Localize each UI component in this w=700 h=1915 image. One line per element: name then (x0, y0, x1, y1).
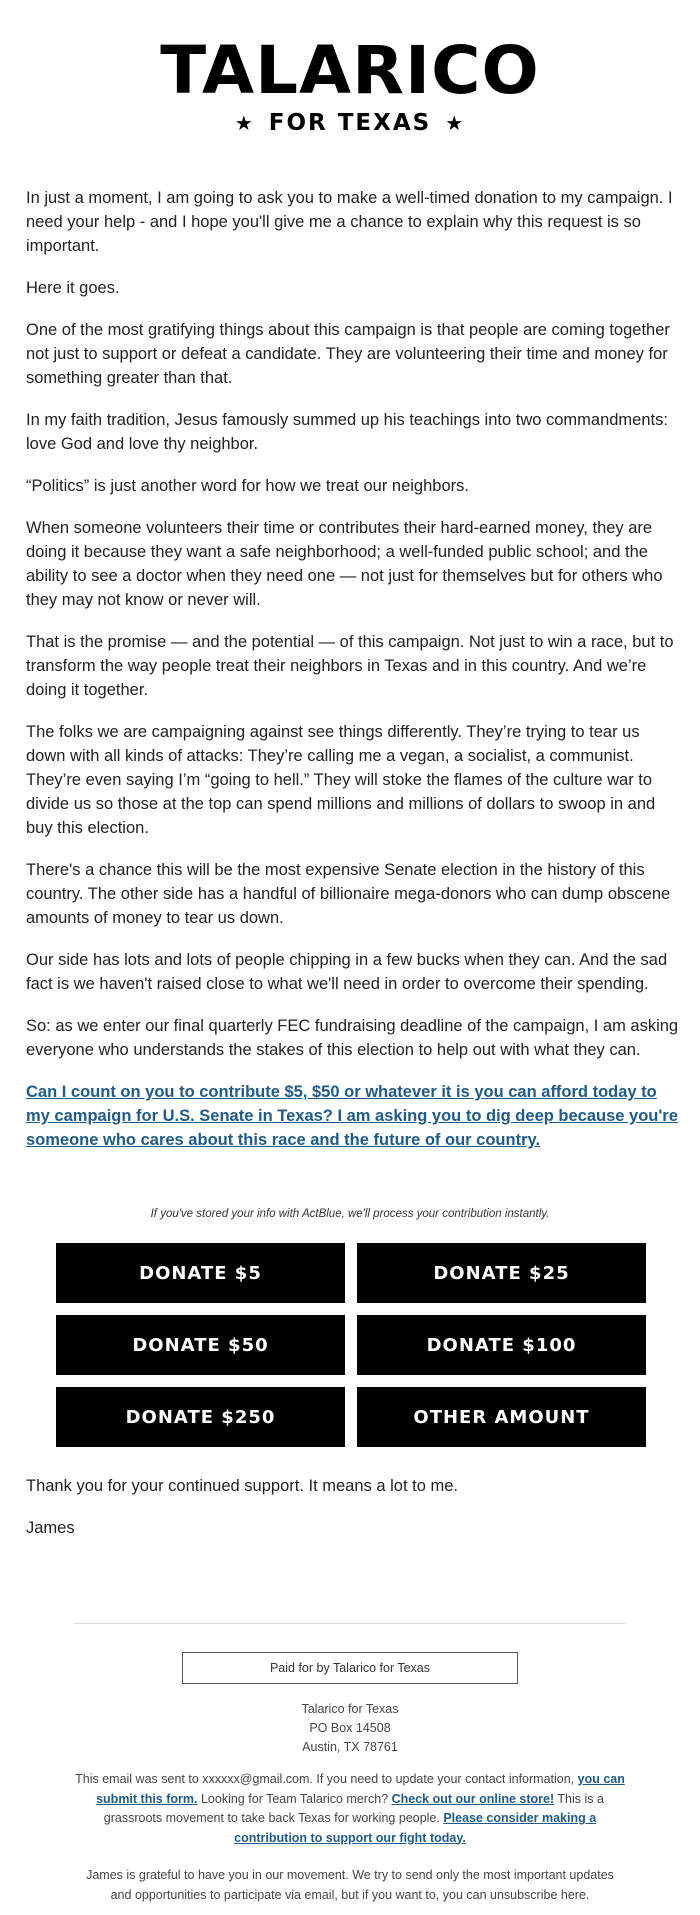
donation-ask-link[interactable]: Can I count on you to contribute $5, $50 or whatever it is you can afford today to my campaign for U.S. Senate in Texas? I am asking you to dig deep because you're someone who cares about this race and the future of our country. (26, 1083, 678, 1149)
star-icon: ★ (445, 111, 466, 135)
donate-button-grid (56, 1243, 646, 1447)
merch-text: Looking for Team Talarico merch? (197, 1791, 392, 1806)
footer-divider (74, 1623, 626, 1624)
body-paragraph: So: as we enter our final quarterly FEC fundraising deadline of the campaign, I am asking everyone who understands the stakes of this election to help out with what they can. (26, 1017, 679, 1059)
online-store-link[interactable]: Check out our online store! (391, 1791, 555, 1806)
donate-50-button[interactable]: DONATE $50 (56, 1315, 345, 1375)
donate-other-amount-button[interactable]: OTHER AMOUNT (357, 1387, 646, 1447)
donate-25-button[interactable]: DONATE $25 (357, 1243, 646, 1303)
logo-sub-text: FOR TEXAS (268, 110, 432, 136)
star-icon: ★ (234, 111, 255, 135)
donate-100-button[interactable]: DONATE $100 (357, 1315, 646, 1375)
body-paragraph: The folks we are campaigning against see things differently. They’re trying to tear us down with all kinds of attacks: They’re calling me a vegan, a socialist, a communist. They’re even saying I’m “going to hell.” They will stoke the flames of the culture war to divide us so those at the top can spend millions and millions of dollars to swoop in and buy this election. (26, 723, 656, 837)
body-paragraph: There's a chance this will be the most expensive Senate election in the history of this country. The other side has a handful of billionaire mega-donors who can dump obscene amounts of money to tear us down. (26, 861, 671, 927)
thank-you-text: Thank you for your continued support. It means a lot to me. (26, 1477, 458, 1495)
body-paragraph: In just a moment, I am going to ask you to make a well-timed donation to my campaign. I need your help - and I hope you'll give me a chance to explain why this request is so important. (26, 189, 673, 255)
body-paragraph: Our side has lots and lots of people chipping in a few bucks when they can. And the sad fact is we haven't raised close to what we'll need in order to overcome their spending. (26, 951, 668, 993)
campaign-logo (0, 32, 700, 136)
address-line: PO Box 14508 (309, 1721, 391, 1735)
body-paragraph: Here it goes. (26, 279, 120, 297)
sent-to-text: This email was sent to xxxxxx@gmail.com. If you need to update your contact information, (75, 1772, 578, 1786)
address-line: Austin, TX 78761 (302, 1740, 398, 1754)
mailing-address (0, 1700, 700, 1757)
donate-250-button[interactable]: DONATE $250 (56, 1387, 345, 1447)
logo-subtitle (0, 110, 700, 136)
contribute-link[interactable]: Please consider making a contribution to support our fight today. (234, 1811, 597, 1845)
body-paragraph: One of the most gratifying things about this campaign is that people are coming together not just to support or defeat a candidate. They are volunteering their time and money for something greater than that. (26, 321, 670, 387)
body-paragraph: When someone volunteers their time or contributes their hard-earned money, they are doing it because they want a safe neighborhood; a well-funded public school; and the ability to see a doctor when they need one — not just for themselves but for others who they may not know or never will. (26, 519, 663, 609)
address-line: Talarico for Texas (301, 1702, 399, 1716)
donate-5-button[interactable]: DONATE $5 (56, 1243, 345, 1303)
unsubscribe-text[interactable]: James is grateful to have you in our movement. We try to send only the most important updates and opportunities to participate via email, but if you want to, you can unsubscribe here. (86, 1868, 614, 1902)
update-contact-link[interactable]: you can submit this form. (96, 1772, 625, 1806)
body-paragraph: “Politics” is just another word for how we treat our neighbors. (26, 477, 469, 495)
actblue-note: If you've stored your info with ActBlue, we'll process your contribution instantly. (150, 1208, 550, 1220)
signature: James (26, 1519, 75, 1537)
paid-for-disclaimer: Paid for by Talarico for Texas (182, 1652, 518, 1684)
footer-info-text (74, 1770, 626, 1848)
body-paragraph: In my faith tradition, Jesus famously summed up his teachings into two commandments: love God and love thy neighbor. (26, 411, 668, 453)
email-body (26, 186, 680, 1170)
logo-main-text: TALARICO (160, 32, 540, 109)
body-paragraph: That is the promise — and the potential — of this campaign. Not just to win a race, but to transform the way people treat their neighbors in Texas and in this country. And we’re doing it together. (26, 633, 674, 699)
closing-section (26, 1474, 680, 1558)
grassroots-text: This is a grassroots movement to take back Texas for working people. (103, 1791, 604, 1825)
